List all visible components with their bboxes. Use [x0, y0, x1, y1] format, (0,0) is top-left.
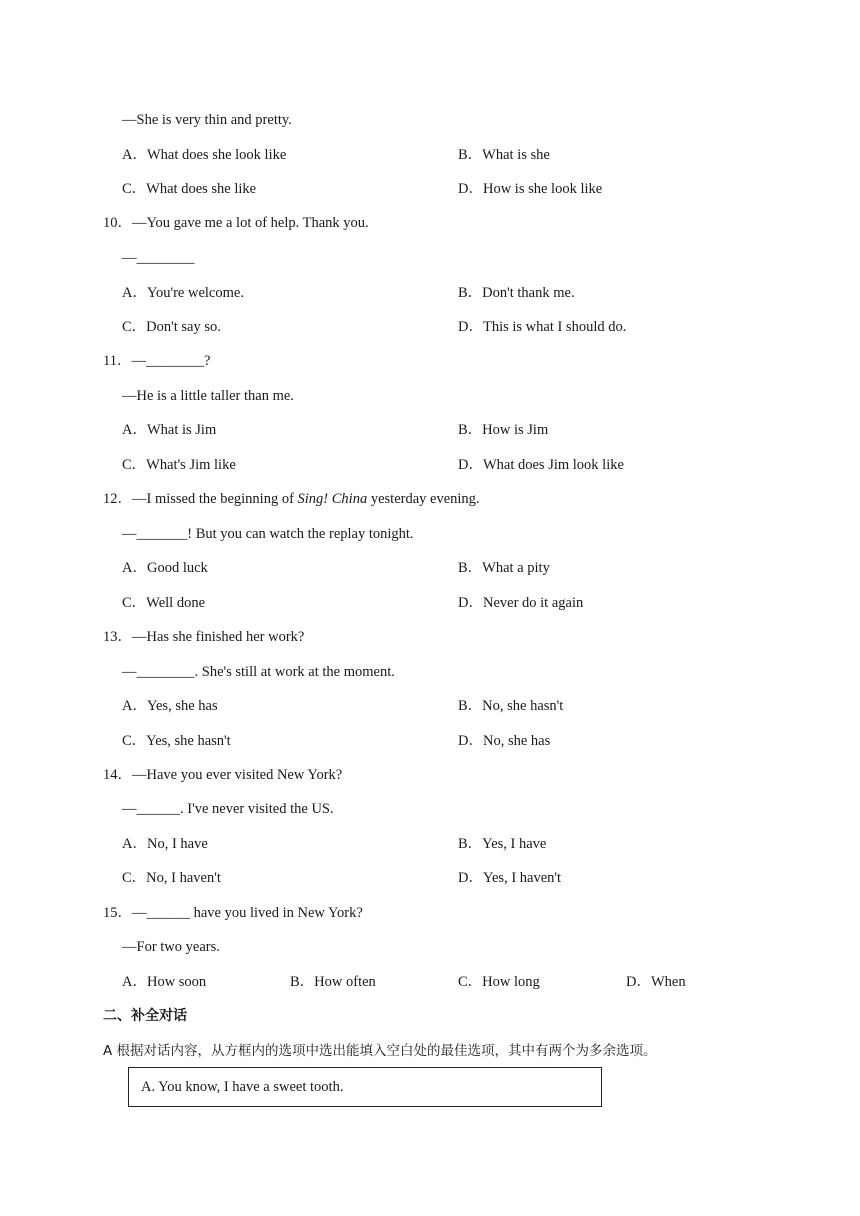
q14-option-b: B．Yes, I have — [458, 836, 547, 852]
q9-answer-line: —She is very thin and pretty. — [122, 112, 292, 128]
q15-prompt: 15．—______ have you lived in New York? — [103, 905, 363, 921]
q13-option-b: B．No, she hasn't — [458, 698, 564, 714]
q14-option-a: A．No, I have — [122, 836, 208, 852]
options-box — [128, 1067, 602, 1107]
q15-option-c: C．How long — [458, 974, 540, 990]
q12-option-c: C．Well done — [122, 595, 205, 611]
q11-answer-line: —He is a little taller than me. — [122, 388, 294, 404]
q13-option-c: C．Yes, she hasn't — [122, 733, 231, 749]
q13-prompt: 13．—Has she finished her work? — [103, 629, 305, 645]
q12-prompt — [103, 490, 480, 508]
q10-option-a: A．You're welcome. — [122, 285, 244, 301]
q9-option-a: A．What does she look like — [122, 147, 287, 163]
q12-prompt-post: yesterday evening. — [367, 491, 480, 507]
q12-prompt-italic: Sing! China — [297, 491, 368, 507]
q11-prompt: 11．—________? — [103, 353, 211, 369]
section-instruction: A 根据对话内容，从方框内的选项中选出能填入空白处的最佳选项，其中有两个为多余选项。 — [103, 1043, 657, 1059]
q15-option-b: B．How often — [290, 974, 376, 990]
box-option-a: A. You know, I have a sweet tooth. — [141, 1079, 344, 1095]
q12-prompt-pre: 12．—I missed the beginning of — [103, 491, 298, 507]
q15-answer-line: —For two years. — [122, 939, 220, 955]
q10-option-c: C．Don't say so. — [122, 319, 221, 335]
q11-option-a: A．What is Jim — [122, 422, 217, 438]
q12-answer-line: —_______! But you can watch the replay tonight. — [122, 526, 414, 542]
q13-option-a: A．Yes, she has — [122, 698, 218, 714]
q14-prompt: 14．—Have you ever visited New York? — [103, 767, 343, 783]
q11-option-c: C．What's Jim like — [122, 457, 236, 473]
q11-option-b: B．How is Jim — [458, 422, 549, 438]
section-heading: 二、补全对话 — [103, 1008, 187, 1024]
q10-option-b: B．Don't thank me. — [458, 285, 575, 301]
q9-option-b: B．What is she — [458, 147, 550, 163]
q15-option-d: D．When — [626, 974, 686, 990]
q13-option-d: D．No, she has — [458, 733, 551, 749]
q12-option-d: D．Never do it again — [458, 595, 584, 611]
q15-option-a: A．How soon — [122, 974, 207, 990]
q14-option-c: C．No, I haven't — [122, 870, 221, 886]
q9-option-d: D．How is she look like — [458, 181, 603, 197]
q12-option-a: A．Good luck — [122, 560, 208, 576]
q9-option-c: C．What does she like — [122, 181, 257, 197]
q13-answer-line: —________. She's still at work at the moment. — [122, 664, 395, 680]
q14-answer-line: —______. I've never visited the US. — [122, 801, 334, 817]
q11-option-d: D．What does Jim look like — [458, 457, 624, 473]
q12-option-b: B．What a pity — [458, 560, 550, 576]
q10-option-d: D．This is what I should do. — [458, 319, 627, 335]
q10-answer-line: —________ — [122, 250, 195, 266]
q10-prompt: 10．—You gave me a lot of help. Thank you. — [103, 215, 369, 231]
q14-option-d: D．Yes, I haven't — [458, 870, 562, 886]
